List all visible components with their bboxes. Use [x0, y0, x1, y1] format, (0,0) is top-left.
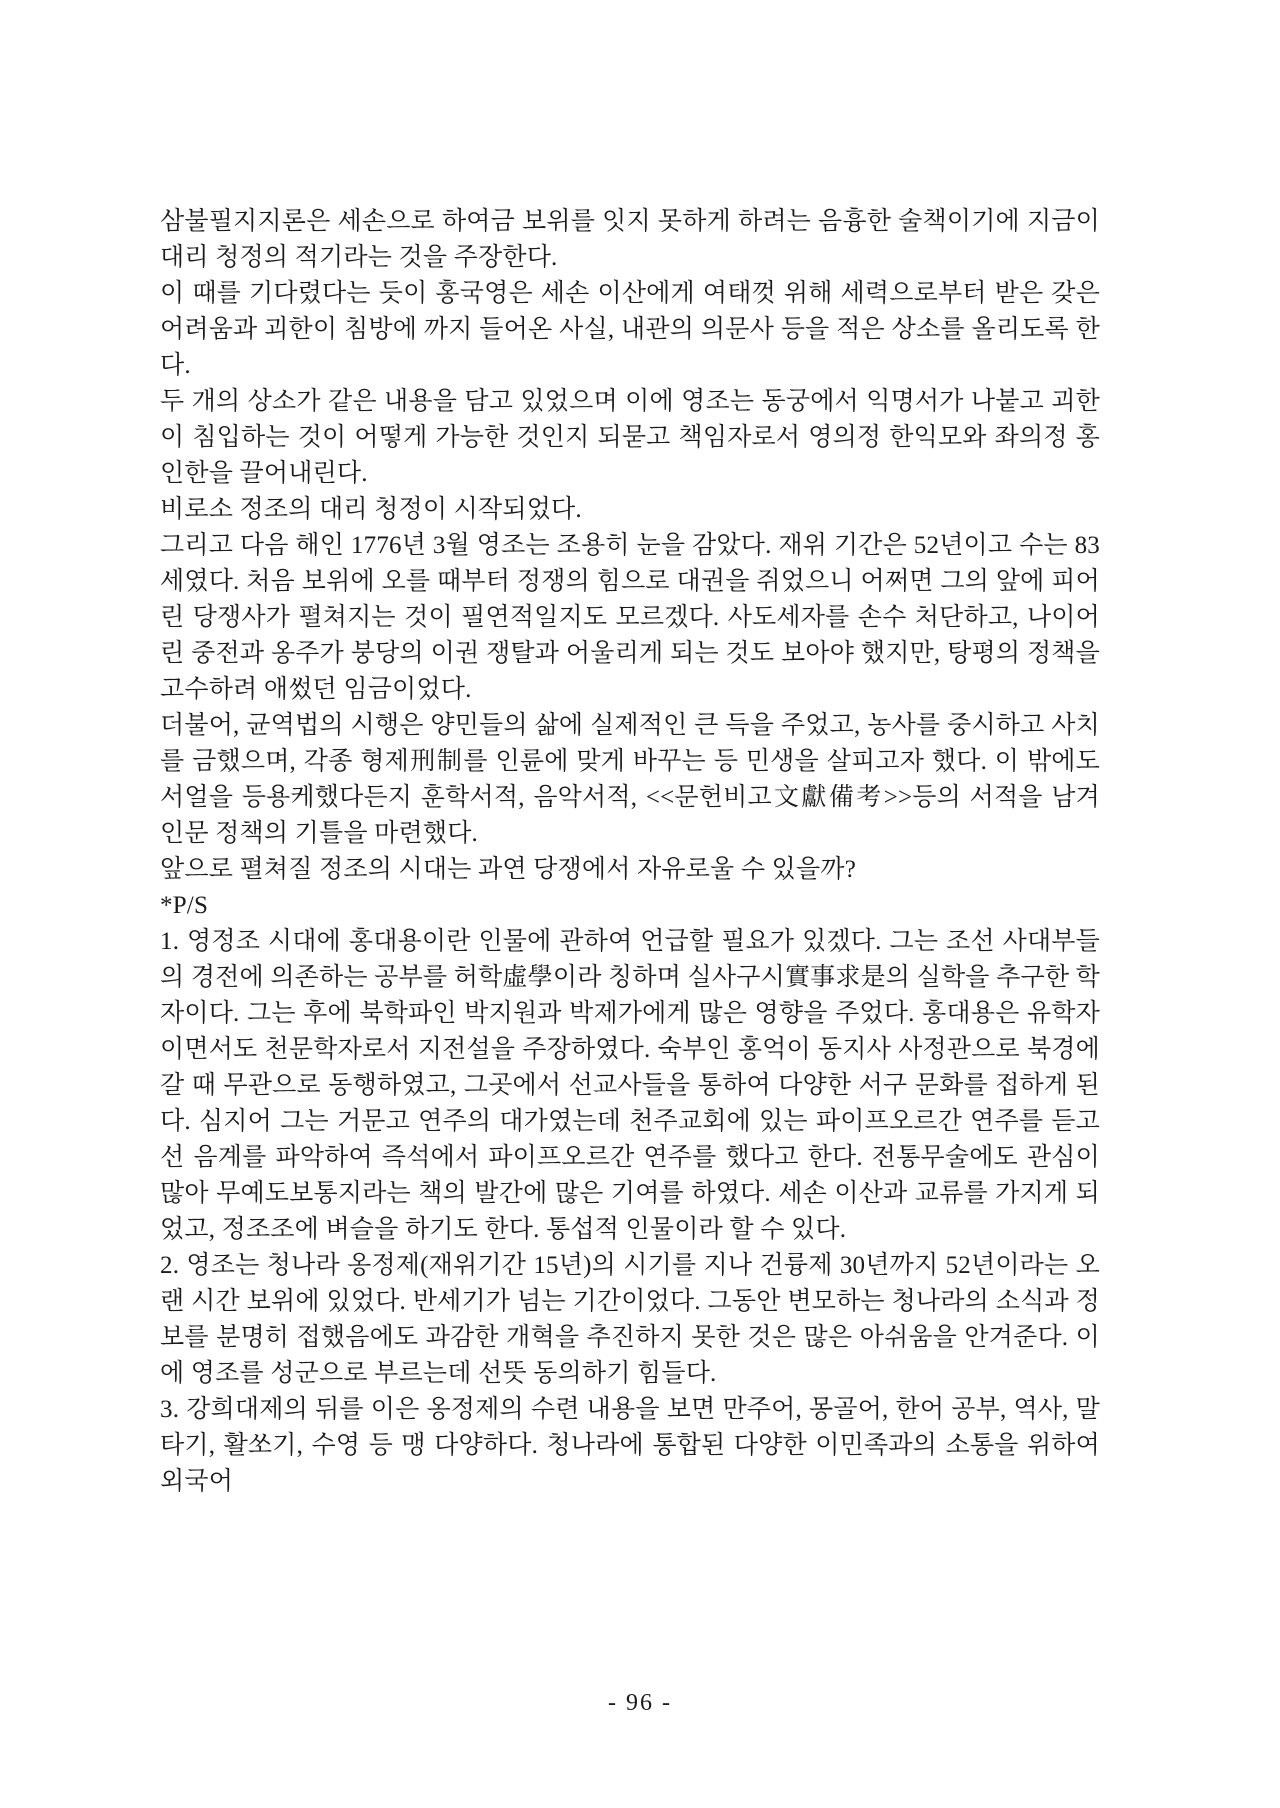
ps-heading: *P/S — [160, 892, 209, 919]
paragraph-sambulpilji-claim: 삼불필지지론은 세손으로 하여금 보위를 잇지 못하게 하려는 음흉한 술책이기에 지금이 대리 청정의 적기라는 것을 주장한다. — [160, 208, 1100, 271]
ps-note-3-yongzheng-training: 3. 강희대제의 뒤를 이은 옹정제의 수련 내용을 보면 만주어, 몽골어, 한어 공부, 역사, 말타기, 활쏘기, 수영 등 맹 다양하다. 청나라에 통합된 다양한 이민족과의 소통을 위하여 외국어 — [160, 1396, 1100, 1495]
paragraph-closing-question: 앞으로 펼쳐질 정조의 시대는 과연 당쟁에서 자유로울 수 있을까? — [160, 856, 856, 883]
ps-note-2-qing-comparison: 2. 영조는 청나라 옹정제(재위기간 15년)의 시기를 지나 건륭제 30년까지 52년이라는 오랜 시간 보위에 있었다. 반세기가 넘는 기간이었다. 그동안 변모하는 청나라의 소식과 정보를 분명히 접했음에도 과감한 개혁을 추진하지 못한 것은 많은 아쉬움을 안겨준다. 이에 영조를 성군으로 부르는데 선뜻 동의하기 힘들다. — [160, 1252, 1100, 1387]
paragraph-yeongjo-policies: 더불어, 균역법의 시행은 양민들의 삶에 실제적인 큰 득을 주었고, 농사를 중시하고 사치를 금했으며, 각종 형제刑制를 인륜에 맞게 바꾸는 등 민생을 살피고자 했다. 이 밖에도 서얼을 등용케했다든지 훈학서적, 음악서적, <<문헌비고文獻備考>>등의 서적을 남겨 인문 정책의 기틀을 마련했다. — [160, 712, 1100, 847]
page-number: - 96 - — [608, 1690, 672, 1716]
paragraph-two-appeals: 두 개의 상소가 같은 내용을 담고 있었으며 이에 영조는 동궁에서 익명서가 나붙고 괴한이 침입하는 것이 어떻게 가능한 것인지 되묻고 책임자로서 영의정 한익모와 좌의정 홍인한을 끌어내린다. — [160, 388, 1100, 487]
paragraph-yeongjo-death: 그리고 다음 해인 1776년 3월 영조는 조용히 눈을 감았다. 재위 기간은 52년이고 수는 83세였다. 처음 보위에 오를 때부터 정쟁의 힘으로 대권을 쥐었으니 어쩌면 그의 앞에 피어린 당쟁사가 펼쳐지는 것이 필연적일지도 모르겠다. 사도세자를 손수 처단하고, 나이어린 중전과 옹주가 붕당의 이권 쟁탈과 어울리게 되는 것도 보아야 했지만, 탕평의 정책을 고수하려 애썼던 임금이었다. — [160, 532, 1100, 703]
document-body — [160, 204, 1100, 1500]
paragraph-regency-begins: 비로소 정조의 대리 청정이 시작되었다. — [160, 496, 582, 523]
paragraph-honggukyoung-appeal: 이 때를 기다렸다는 듯이 홍국영은 세손 이산에게 여태껏 위해 세력으로부터 받은 갖은 어려움과 괴한이 침방에 까지 들어온 사실, 내관의 의문사 등을 적은 상소를 올리도록 한다. — [160, 280, 1100, 379]
ps-note-1-hongdaeyong: 1. 영정조 시대에 홍대용이란 인물에 관하여 언급할 필요가 있겠다. 그는 조선 사대부들의 경전에 의존하는 공부를 허학虛學이라 칭하며 실사구시實事求是의 실학을 추구한 학자이다. 그는 후에 북학파인 박지원과 박제가에게 많은 영향을 주었다. 홍대용은 유학자이면서도 천문학자로서 지전설을 주장하였다. 숙부인 홍억이 동지사 사정관으로 북경에 갈 때 무관으로 동행하였고, 그곳에서 선교사들을 통하여 다양한 서구 문화를 접하게 된다. 심지어 그는 거문고 연주의 대가였는데 천주교회에 있는 파이프오르간 연주를 듣고선 음계를 파악하여 즉석에서 파이프오르간 연주를 했다고 한다. 전통무술에도 관심이 많아 무예도보통지라는 책의 발간에 많은 기여를 하였다. 세손 이산과 교류를 가지게 되었고, 정조조에 벼슬을 하기도 한다. 통섭적 인물이라 할 수 있다. — [160, 928, 1100, 1243]
